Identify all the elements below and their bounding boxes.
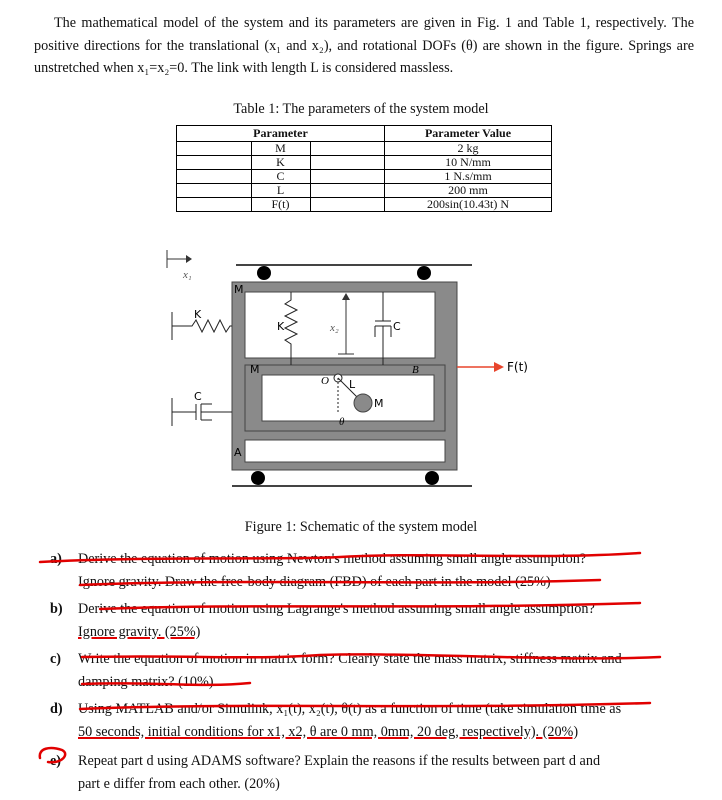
param-cell: M	[251, 142, 311, 155]
question-text: Using MATLAB and/or Simulink, x₁(t), x₂(t), θ(t) as a function of time (take simulation time as	[78, 701, 622, 717]
table-header-parameter: Parameter	[177, 126, 385, 142]
x1-label: x₁	[183, 269, 192, 281]
strike-b1	[100, 603, 640, 609]
value-cell: 10 N/mm	[385, 156, 552, 170]
question-text-cont: damping matrix? (10%)	[78, 673, 214, 690]
outer-mass-label: M	[234, 283, 244, 296]
theta-label: θ	[339, 416, 345, 428]
question-text: Derive the equation of motion using Lagrange's method assuming small angle assumption?	[78, 601, 595, 617]
left-spring-label: K	[194, 308, 202, 321]
inner-spring-label: K	[277, 320, 285, 333]
A-label: A	[234, 446, 242, 459]
param-cell: F(t)	[251, 198, 311, 211]
question-text-cont: part e differ from each other. (20%)	[78, 775, 280, 792]
force-label: F(t)	[507, 360, 528, 374]
inner-mass-label: M	[250, 363, 260, 376]
value-cell: 1 N.s/mm	[385, 170, 552, 184]
value-cell: 2 kg	[385, 142, 552, 156]
intro-text: The mathematical model of the system and its parameters are given in Fig. 1 and Table 1, respectively. The positive directions for the translational (x₁ and x₂), and rotational DOFs (θ) are shown in the figure. Springs are unstretched when x₁=x₂=0. The link with length L is considered massless.	[34, 15, 694, 76]
question-label: c)	[50, 651, 62, 667]
question-label: b)	[50, 601, 63, 617]
question-text: Repeat part d using ADAMS software? Explain the reasons if the results between part d and	[78, 753, 601, 769]
value-cell: 200 mm	[385, 184, 552, 198]
question-text-cont: Ignore gravity. Draw the free-body diagram (FBD) of each part in the model (25%)	[78, 573, 551, 590]
strike-c2	[82, 683, 250, 685]
x2-label: x₂	[330, 322, 339, 334]
table-caption: Table 1: The parameters of the system model	[233, 101, 489, 117]
question-text: Derive the equation of motion using Newton's method assuming small angle assumption?	[78, 551, 587, 567]
question-text-cont: 50 seconds, initial conditions for x1, x2, θ are 0 mm, 0mm, 20 deg, respectively). (20%)	[78, 723, 579, 740]
question-label: a)	[50, 551, 62, 567]
left-damper-label: C	[194, 390, 202, 403]
table-header-value: Parameter Value	[385, 126, 552, 142]
question-label: e)	[50, 753, 62, 769]
question-label: d)	[50, 701, 63, 717]
figure-caption: Figure 1: Schematic of the system model	[244, 519, 478, 535]
inner-damper-label: C	[393, 320, 401, 333]
strike-c1	[82, 654, 660, 658]
param-cell: L	[251, 184, 311, 197]
param-cell: K	[251, 156, 311, 169]
circle-e	[40, 748, 65, 762]
strike-a2	[80, 580, 600, 585]
O-label: O	[321, 375, 329, 387]
value-cell: 200sin(10.43t) N	[385, 198, 552, 212]
strike-d1	[80, 703, 650, 709]
question-text-cont: Ignore gravity. (25%)	[78, 623, 201, 640]
param-cell: C	[251, 170, 311, 183]
question-text: Write the equation of motion in matrix form? Clearly state the mass matrix, stiffness matrix and	[78, 651, 622, 667]
B-label: B	[412, 364, 419, 376]
strike-a1	[40, 553, 640, 562]
L-label: L	[349, 378, 356, 391]
ball-mass-label: M	[374, 397, 384, 410]
